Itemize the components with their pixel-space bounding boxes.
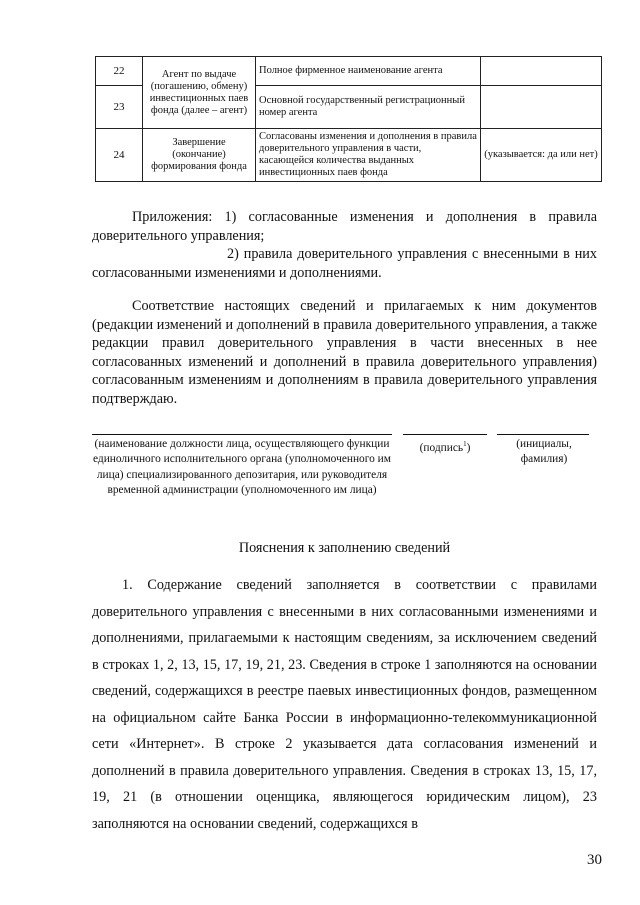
confirmation-text: Соответствие настоящих сведений и прилагаемых к ним документов (редакции изменений и дополнений в правила доверительного управления, а также редакции правил доверительного управления в части внесенных в нее согласованных изменений и дополнений в правила доверительного управления) согласованным изменениям и дополнениям в правила доверительного управления подтверждаю.	[92, 298, 597, 407]
signature-line	[403, 434, 487, 435]
appendix-line-1-text: Приложения: 1) согласованные изменения и дополнения в правила доверительного управления;	[92, 209, 597, 244]
row-value	[481, 86, 602, 129]
row-description: Основной государственный регистрационный номер агента	[256, 86, 481, 129]
page-number: 30	[587, 852, 602, 868]
row-number: 24	[96, 129, 143, 182]
appendix-line-2	[92, 245, 597, 282]
table-row	[96, 129, 602, 182]
appendix-line-2-text: 2) правила доверительного управления с внесенными в них согласованными изменениями и дополнениями.	[92, 246, 597, 281]
row-value	[481, 57, 602, 86]
row-number: 22	[96, 57, 143, 86]
row-description: Полное фирменное наименование агента	[256, 57, 481, 86]
signature-caption-close: )	[466, 441, 471, 454]
name-caption: (инициалы, фамилия)	[516, 438, 572, 466]
row-number: 23	[96, 86, 143, 129]
row-value: (указывается: да или нет)	[481, 129, 602, 182]
table-row	[96, 57, 602, 86]
signature-caption	[400, 437, 490, 456]
appendix-line-1	[92, 208, 597, 245]
name-signature-line	[497, 434, 589, 435]
explanation-text: 1. Содержание сведений заполняется в соответствии с правилами доверительного управления с внесенными в них согласованными изменениями и дополнениями, прилагаемыми к настоящим сведениям, за исключением сведений в строках 1, 2, 13, 15, 17, 19, 21, 23. Сведения в строке 1 заполняются на основании сведений, содержащихся в реестре паевых инвестиционных фондов, размещенном на официальном сайте Банка России в информационно-телекоммуникационной сети «Интернет». В строке 2 указывается дата согласования изменений и дополнений в правила доверительного управления. Сведения в строках 13, 15, 17, 19, 21 (в отношении оценщика, являющегося юридическим лицом), 23 заполняются на основании сведений, содержащихся в	[92, 577, 597, 832]
row-field-name: Завершение (окончание) формирования фонда	[143, 129, 256, 182]
section-heading: Пояснения к заполнению сведений	[238, 540, 451, 556]
position-signature-line	[92, 434, 392, 435]
info-table	[95, 56, 602, 182]
signature-footnote-mark: 1	[463, 440, 467, 448]
confirmation-paragraph	[92, 297, 597, 408]
position-caption: (наименование должности лица, осуществляющего функции единоличного исполнительного органа (уполномоченного им лица) специализированного депозитария, или руководителя временной администрации (уполномоченного им лица)	[93, 438, 391, 497]
signature-caption-text: (подпись	[419, 441, 464, 454]
explanation-paragraph	[92, 572, 597, 837]
row-field-name: Агент по выдаче (погашению, обмену) инвестиционных паев фонда (далее – агент)	[143, 57, 256, 129]
row-description: Согласованы изменения и дополнения в правила доверительного управления в части, касающейся количества выданных инвестиционных паев фонда	[256, 129, 481, 182]
